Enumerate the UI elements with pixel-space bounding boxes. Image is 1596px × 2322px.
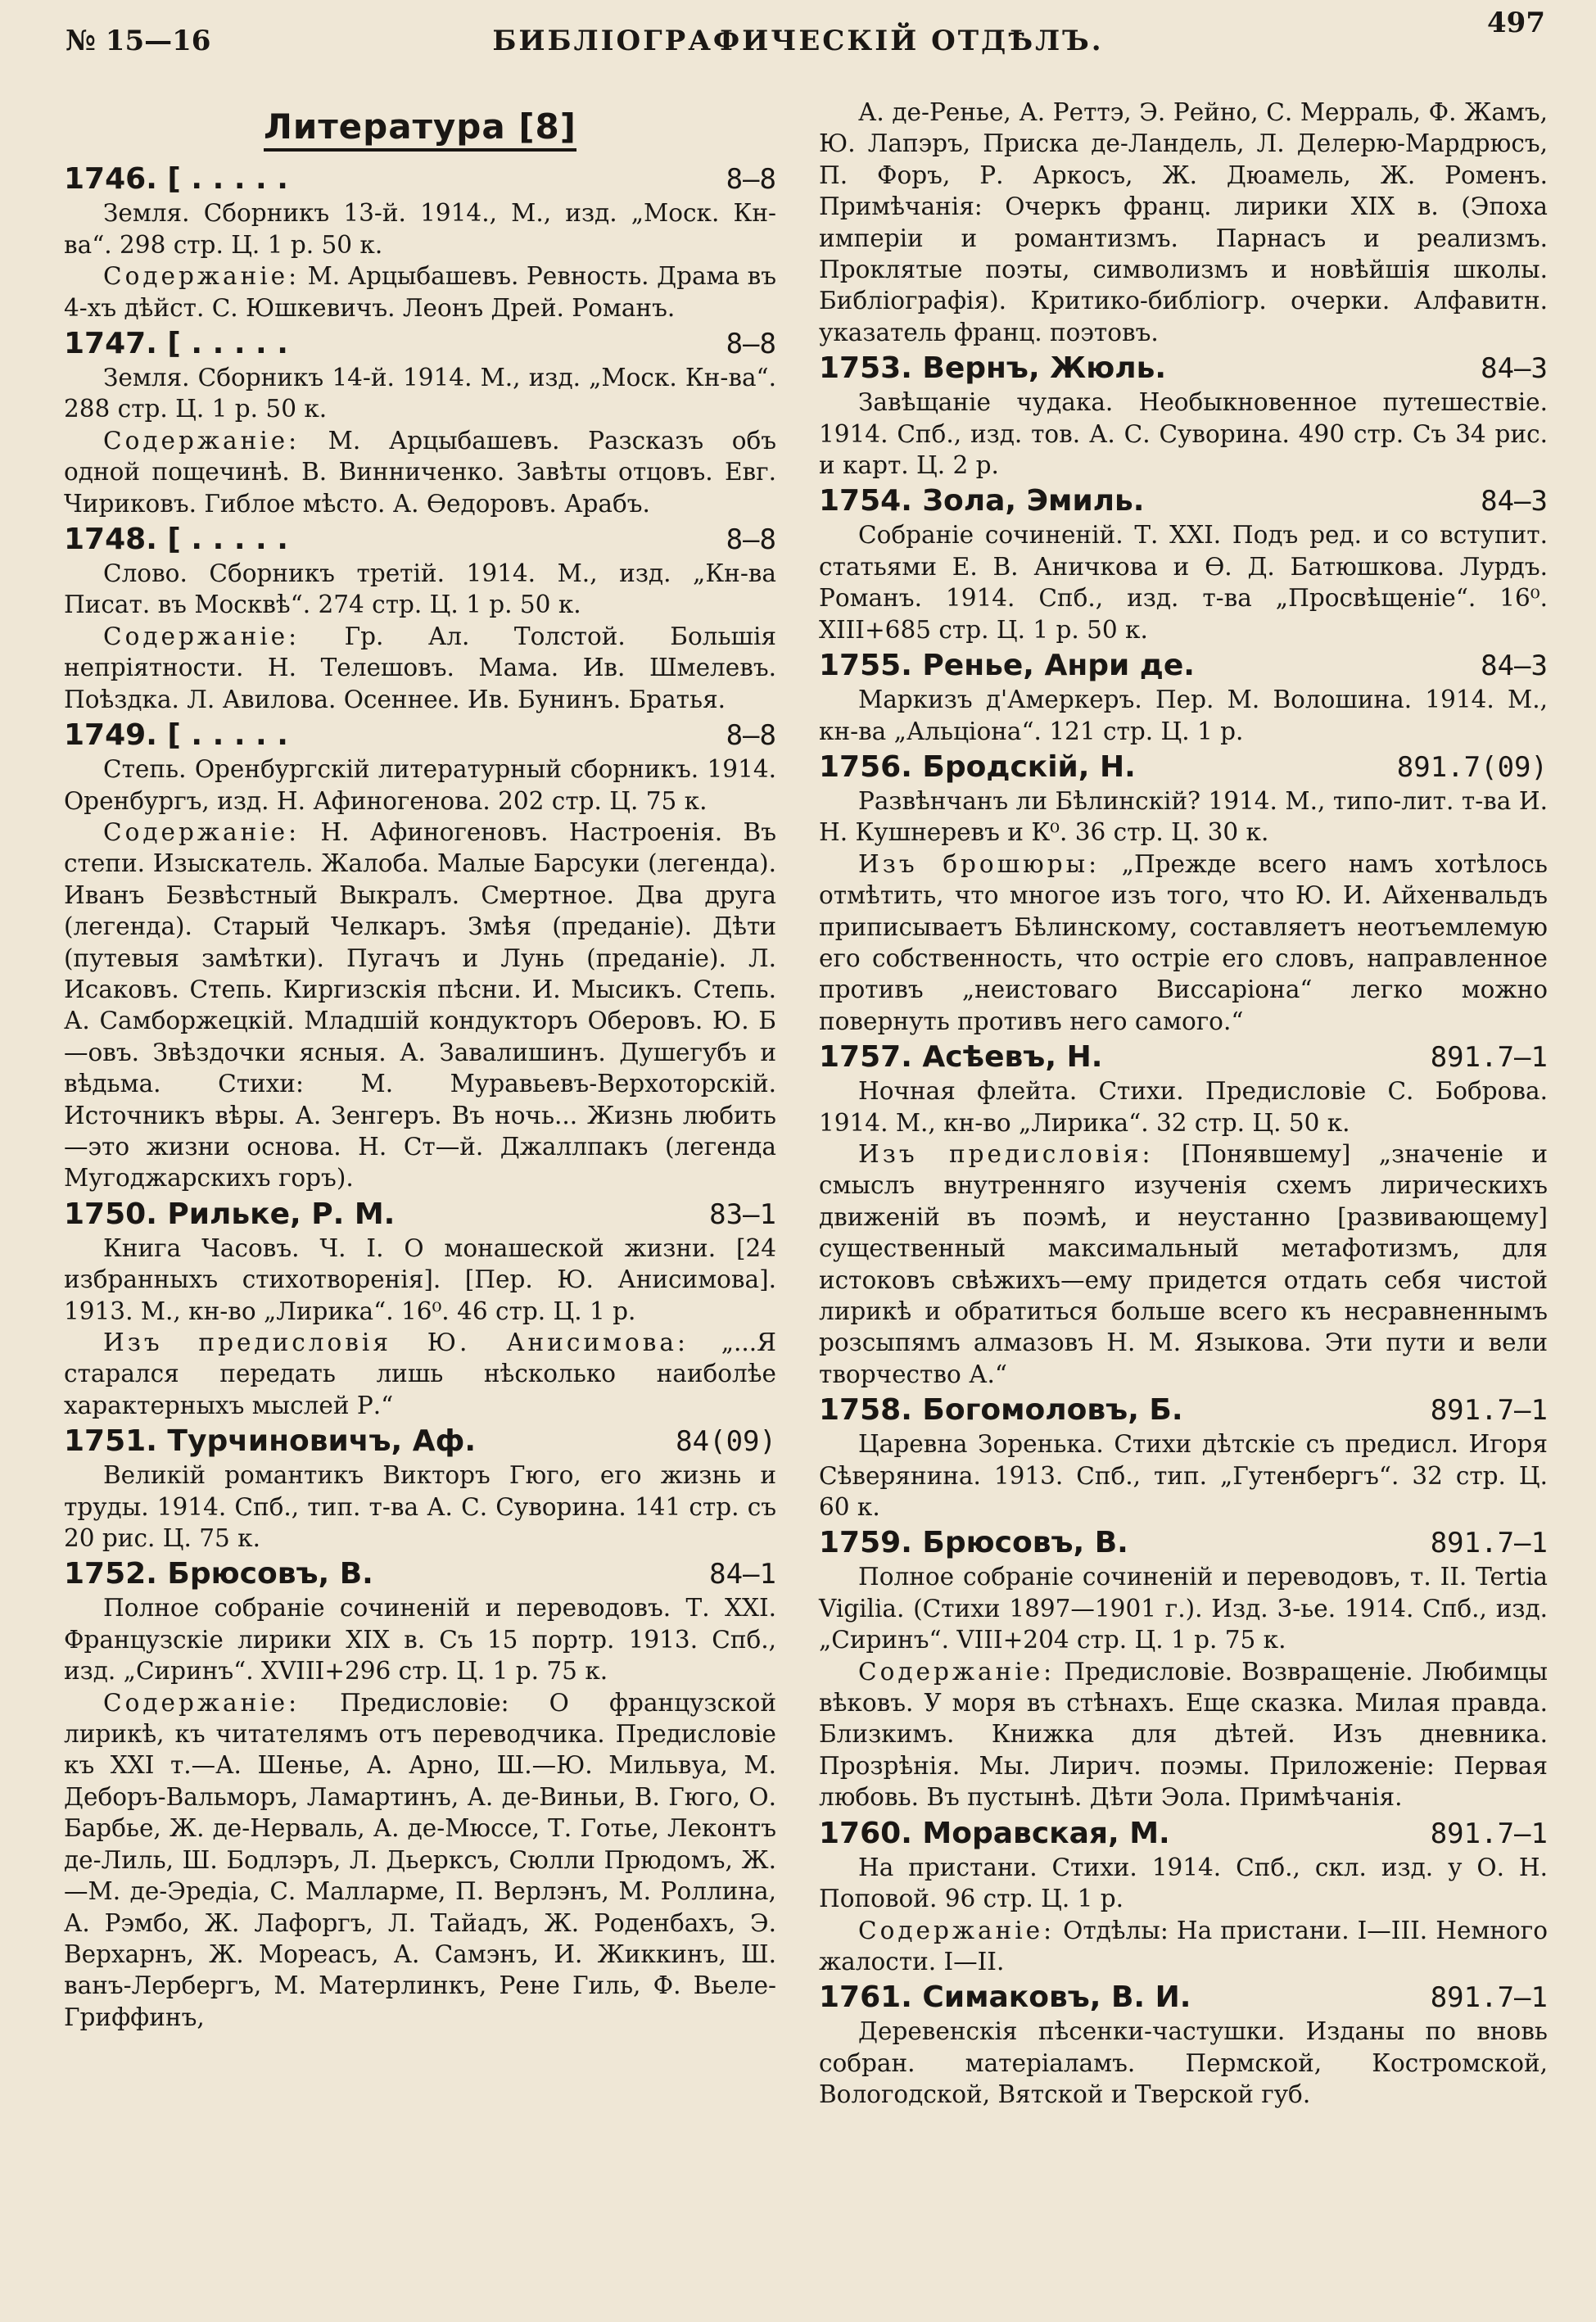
entry-lead-label: Содержаніе: [103,817,301,846]
entry-heading [64,161,776,197]
bibliography-entry [819,1979,1548,2110]
entry-classification: 891.7—1 [1430,1981,1548,2015]
entry-lead-label: Содержаніе: [103,1688,301,1717]
entry-heading [64,1196,776,1233]
bibliography-entry [64,325,776,519]
entry-author: Богомоловъ, Б. [922,1393,1183,1428]
entry-heading [819,350,1548,387]
entry-text: Степь. Оренбургскій литературный сборникъ. 1914. Оренбургъ, изд. Н. Афиногенова. 202 стр. Ц. 75 к. [64,755,776,815]
entry-text: На пристани. Стихи. 1914. Спб., скл. изд. у О. Н. Поповой. 96 стр. Ц. 1 р. [819,1853,1548,1913]
entry-heading [819,647,1548,684]
entry-number: 1753. [819,351,912,386]
entry-number: 1757. [819,1040,912,1075]
entry-classification: 891.7—1 [1430,1041,1548,1075]
entry-paragraph [819,2016,1548,2110]
entry-heading [819,1392,1548,1428]
entry-paragraph [64,1592,776,1686]
entry-number: 1761. [819,1980,912,2015]
entry-author: Вернъ, Жюль. [922,351,1167,386]
entry-classification: 891.7—1 [1430,1394,1548,1428]
entry-text: Н. Афиногеновъ. Настроенія. Въ степи. Изыскатель. Жалоба. Малые Барсуки (легенда). Иванъ Безвѣстный Выкралъ. Смертное. Два друга (легенда). Старый Челкаръ. Змѣя (преданіе). Дѣти (путевыя замѣтки). Пугачъ и Лунь (преданіе). Л. Исаковъ. Степь. Киргизскія пѣсни. И. Мысикъ. Степь. А. Самборжецкій. Младшій кондукторъ Оберовъ. Ю. Б—овъ. Звѣздочки ясныя. А. Завалишинъ. Душегубъ и вѣдьма. Стихи: М. Муравьевъ-Верхоторскій. Источникъ вѣры. А. Зенгеръ. Въ ночь... Жизнь любить—это жизни основа. Н. Ст—й. Джаллпакъ (легенда Мугоджарскихъ горъ). [64,817,776,1193]
entry-number: 1755. [819,649,912,683]
bibliography-entry [819,350,1548,481]
bibliography-entry [64,1555,776,2033]
entry-text: Книга Часовъ. Ч. I. О монашеской жизни. [24 избранныхъ стихотворенія]. [Пер. Ю. Анисимова]. 1913. М., кн-во „Лирика“. 16⁰. 46 стр. Ц. 1 р. [64,1233,776,1325]
entry-classification: 891.7—1 [1430,1527,1548,1560]
entry-heading [64,1555,776,1592]
entry-paragraph [819,849,1548,1037]
entry-text: Полное собраніе сочиненій и переводовъ, т. II. Tertia Vigilia. (Стихи 1897—1901 г.). Изд. 3-ье. 1914. Спб., изд. „Сиринъ“. VIII+204 стр. Ц. 1 р. 75 к. [819,1563,1548,1654]
running-title: БИБЛІОГРАФИЧЕСКІЙ ОТДѢЛЪ. [492,25,1104,57]
entry-paragraph [819,1656,1548,1813]
entry-classification: 891.7—1 [1430,1817,1548,1850]
entry-paragraph [64,1233,776,1327]
entry-heading [64,521,776,558]
bibliography-entry [819,1392,1548,1523]
entry-author: [ . . . . . [167,162,288,197]
entry-author: Рильке, Р. М. [167,1197,396,1231]
entry-author: Моравская, М. [922,1816,1170,1850]
entry-number: 1751. [64,1424,157,1459]
entry-author: Турчиновичъ, Аф. [167,1424,476,1459]
entry-author: Брюсовъ, В. [167,1557,373,1591]
entry-number: 1746. [64,162,157,197]
bibliography-entry [64,521,776,715]
entry-author: [ . . . . . [167,718,288,753]
entry-heading [819,1979,1548,2016]
entry-paragraph [819,785,1548,849]
entry-text: Земля. Сборникъ 13-й. 1914., М., изд. „Моск. Кн-ва“. 298 стр. Ц. 1 р. 50 к. [64,199,776,259]
entry-author: Асѣевъ, Н. [922,1040,1103,1075]
entry-paragraph [819,97,1548,348]
entry-heading [819,1815,1548,1852]
entry-text: Слово. Сборникъ третій. 1914. М., изд. „Кн-ва Писат. въ Москвѣ“. 274 стр. Ц. 1 р. 50 к. [64,559,776,619]
left-column [64,106,776,2035]
entry-number: 1749. [64,718,157,753]
bibliography-entry [819,97,1548,348]
entry-text: Гр. Ал. Толстой. Большія непріятности. Н. Телешовъ. Мама. Ив. Шмелевъ. Поѣздка. Л. Авилова. Осеннее. Ив. Бунинъ. Братья. [64,622,776,713]
section-title: Литература [8] [64,111,776,143]
entry-text: Предисловіе: О французской лирикѣ, къ читателямъ отъ переводчика. Предисловіе къ XXI т.—А. Шенье, А. Арно, Ш.—Ю. Мильвуа, М. Деборъ-Вальморъ, Ламартинъ, А. де-Виньи, В. Гюго, О. Барбье, Ж. де-Нерваль, А. де-Мюссе, Т. Готье, Леконтъ де-Лиль, Ш. Бодлэръ, Л. Дьеркcъ, Сюлли Прюдомъ, Ж.—М. де-Эредіа, С. Малларме, П. Верлэнъ, М. Роллина, А. Рэмбо, Ж. Лафоргъ, Л. Тайадъ, Ж. Роденбахъ, Э. Верхарнъ, Ж. Мореасъ, А. Самэнъ, И. Жиккинъ, Ш. ванъ-Лербергъ, М. Матерлинкъ, Рене Гиль, Ф. Вьеле-Гриффинъ, [64,1688,776,2031]
bibliography-entry [819,1039,1548,1390]
entry-number: 1750. [64,1197,157,1231]
entry-paragraph [64,1327,776,1421]
entry-lead-label: Изъ брошюры: [858,849,1101,878]
entry-classification: 84—3 [1481,485,1548,518]
bibliography-entry [64,1196,776,1421]
entry-author: Ренье, Анри де. [922,649,1195,683]
entry-author: Брюсовъ, В. [922,1526,1128,1560]
entry-text: Полное собраніе сочиненій и переводовъ. Т. XXI. Французскіе лирики XIX в. Съ 15 портр. 1913. Спб., изд. „Сиринъ“. XVIII+296 стр. Ц. 1 р. 75 к. [64,1594,776,1686]
entry-classification: 8—8 [726,163,776,197]
page-number: 497 [1487,7,1545,39]
entry-classification: 84—1 [709,1558,776,1591]
entry-text: Развѣнчанъ ли Бѣлинскій? 1914. М., типо-лит. т-ва И. Н. Кушнеревъ и К⁰. 36 стр. Ц. 30 к. [819,786,1548,847]
entry-text: „...Я старался передать лишь нѣсколько наиболѣе характерныхъ мыслей Р.“ [64,1328,776,1419]
entry-heading [64,325,776,362]
entry-paragraph [64,425,776,519]
entry-number: 1752. [64,1557,157,1591]
entry-classification: 8—8 [726,328,776,361]
bibliography-entry [819,749,1548,1037]
entry-paragraph [819,519,1548,645]
entry-lead-label: Содержаніе: [858,1916,1056,1944]
entry-paragraph [819,1915,1548,1978]
entry-number: 1760. [819,1816,912,1850]
entry-text: Маркизъ д'Амеркеръ. Пер. М. Волошина. 1914. М., кн-ва „Альціона“. 121 стр. Ц. 1 р. [819,686,1548,745]
entry-lead-label: Содержаніе: [103,426,301,455]
entry-number: 1748. [64,523,157,557]
entry-paragraph [819,1852,1548,1915]
entry-number: 1756. [819,749,912,784]
entry-text: А. де-Ренье, А. Реттэ, Э. Рейно, С. Мерраль, Ф. Жамъ, Ю. Лапэръ, Приска де-Ландель, Л. Делерю-Мардрюсъ, П. Форъ, Р. Аркосъ, Ж. Дюамель, Ж. Роменъ. Примѣчанія: Очеркъ франц. лирики XIX в. (Эпоха имперіи и романтизмъ. Парнасъ и реализмъ. Проклятые поэты, символизмъ и новѣйшія школы. Библіографія). Критико-библіогр. очерки. Алфавитн. указатель франц. поэтовъ. [819,98,1548,346]
entry-text: Царевна Зоренька. Стихи дѣтскіе съ предисл. Игоря Сѣверянина. 1913. Спб., тип. „Гутенбергъ“. 32 стр. Ц. 60 к. [819,1430,1548,1522]
entry-paragraph [64,260,776,324]
entry-author: Симаковъ, В. И. [922,1980,1191,2015]
entry-lead-label: Содержаніе: [103,262,301,291]
entry-paragraph [819,684,1548,747]
entry-heading [64,1423,776,1460]
entry-text: Ночная флейта. Стихи. Предисловіе С. Боброва. 1914. М., кн-во „Лирика“. 32 стр. Ц. 50 к. [819,1077,1548,1137]
entry-paragraph [64,1687,776,2033]
entry-text: Земля. Сборникъ 14-й. 1914. М., изд. „Моск. Кн-ва“. 288 стр. Ц. 1 р. 50 к. [64,364,776,423]
bibliography-entry [819,647,1548,747]
entry-heading [819,749,1548,785]
entry-paragraph [819,1428,1548,1523]
entry-text: Завѣщаніе чудака. Необыкновенное путешествіе. 1914. Спб., изд. тов. А. С. Суворина. 490 стр. Съ 34 рис. и карт. Ц. 2 р. [819,388,1548,480]
entry-paragraph [64,1460,776,1554]
bibliography-entry [819,482,1548,645]
entry-paragraph [64,558,776,621]
entry-classification: 83—1 [709,1197,776,1231]
entry-text: „Прежде всего намъ хотѣлось отмѣтить, что многое изъ того, что Ю. И. Айхенвальдъ приписываетъ Бѣлинскому, составляетъ неотъемлемую его собственность, что остріе его словъ, направленное противъ „неистоваго Виссаріона“ легко можно повернуть противъ него самого.“ [819,849,1548,1035]
entry-classification: 84—3 [1481,650,1548,683]
entry-classification: 891.7(09) [1396,750,1548,784]
entry-text: Деревенскія пѣсенки-частушки. Изданы по вновь собран. матеріаламъ. Пермской, Костромской, Вологодской, Вятской и Тверской губ. [819,2017,1548,2109]
entry-paragraph [64,362,776,425]
bibliography-entry [64,1423,776,1554]
entry-lead-label: Изъ предисловія: [858,1139,1154,1168]
entry-text: Отдѣлы: На пристани. I—III. Немного жалости. I—II. [819,1916,1548,1976]
entry-text: Предисловіе. Возвращеніе. Любимцы вѣковъ. У моря въ стѣнахъ. Еще сказка. Милая правда. Близкимъ. Книжка для дѣтей. Изъ дневника. Прозрѣнія. Мы. Лирич. поэмы. Приложеніе: Первая любовь. Въ пустынѣ. Дѣти Эола. Примѣчанія. [819,1657,1548,1812]
entry-number: 1747. [64,327,157,361]
entry-author: [ . . . . . [167,327,288,361]
right-column [819,97,1548,2112]
entry-lead-label: Изъ предисловія Ю. Анисимова: [103,1328,689,1356]
entry-lead-label: Содержаніе: [103,622,301,650]
entry-classification: 8—8 [726,719,776,753]
entry-heading [819,1524,1548,1561]
entry-number: 1759. [819,1526,912,1560]
issue-number: № 15—16 [66,25,211,57]
entry-text: Великій романтикъ Викторъ Гюго, его жизнь и труды. 1914. Спб., тип. т-ва А. С. Суворина. 141 стр. съ 20 рис. Ц. 75 к. [64,1461,776,1553]
entry-lead-label: Содержаніе: [858,1657,1056,1686]
entry-classification: 84—3 [1481,352,1548,386]
entry-heading [819,1039,1548,1075]
entry-paragraph [64,817,776,1194]
entry-paragraph [64,197,776,260]
bibliography-entry [64,161,776,324]
entry-paragraph [64,621,776,715]
entry-classification: 8—8 [726,523,776,557]
entry-heading [819,482,1548,519]
entry-classification: 84(09) [676,1425,776,1459]
entry-text: М. Арцыбашевъ. Разсказъ объ одной пощечинѣ. В. Винниченко. Завѣты отцовъ. Евг. Чириковъ. Гиблое мѣсто. А. Ѳедоровъ. Арабъ. [64,426,776,518]
entry-author: Зола, Эмиль. [922,484,1145,518]
entry-author: [ . . . . . [167,523,288,557]
entry-text: М. Арцыбашевъ. Ревность. Драма въ 4-хъ дѣйст. С. Юшкевичъ. Леонъ Дрей. Романъ. [64,262,776,322]
entry-text: [Понявшему] „значеніе и смыслъ внутренняго изученія схемъ лирическихъ движеній въ поэмѣ, и неустанно [развивающему] существенный максимальный метафотизмъ, для истоковъ свѣжихъ—ему придется отдать себя чистой лирикѣ и обратиться больше всего къ несравненнымъ розсыпямъ алмазовъ Н. М. Языкова. Эти пути и вели творчество А.“ [819,1139,1548,1388]
entry-paragraph [819,1561,1548,1655]
entry-author: Бродскій, Н. [922,749,1136,784]
entry-number: 1758. [819,1393,912,1428]
entry-paragraph [819,1138,1548,1390]
entry-paragraph [819,1075,1548,1138]
entry-heading [64,717,776,754]
bibliography-entry [819,1524,1548,1813]
entry-paragraph [64,754,776,817]
bibliography-entry [819,1815,1548,1978]
bibliography-entry [64,717,776,1194]
entry-number: 1754. [819,484,912,518]
entry-paragraph [819,387,1548,481]
entry-text: Собраніе сочиненій. Т. XXI. Подъ ред. и со вступит. статьями Е. В. Аничкова и Ѳ. Д. Батюшкова. Лурдъ. Романъ. 1914. Спб., изд. т-ва „Просвѣщеніе“. 16⁰. XIII+685 стр. Ц. 1 р. 50 к. [819,521,1548,644]
